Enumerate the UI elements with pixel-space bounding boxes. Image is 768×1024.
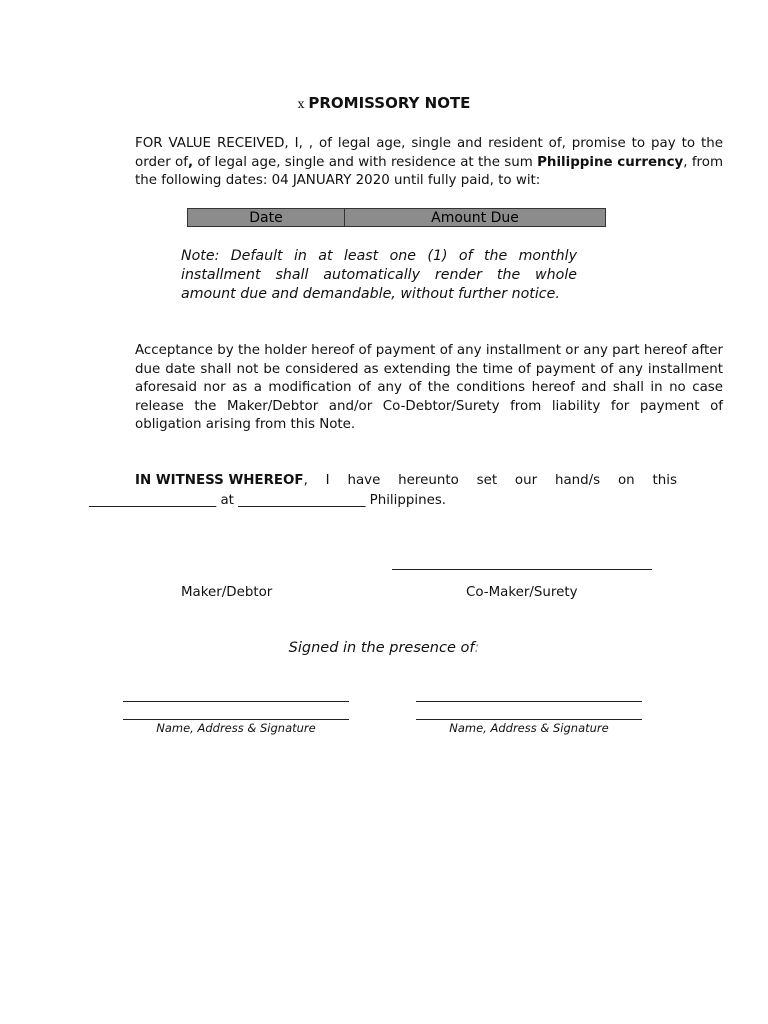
witness-signature-line <box>416 701 642 702</box>
witness-word: I <box>325 473 330 488</box>
comaker-label: Co-Maker/Surety <box>466 585 578 600</box>
witness-word: on <box>617 473 635 488</box>
witness-lead: IN WITNESS WHEREOF <box>135 473 304 488</box>
witness-signature-line <box>123 701 349 702</box>
currency-text: Philippine currency <box>537 154 684 170</box>
witness-word: hand/s <box>554 473 601 488</box>
default-note: Note: Default in at least one (1) of the monthly installment shall automatically render the whole amount due and demandable, without further notice. <box>181 248 577 302</box>
comaker-signature-line <box>392 569 652 570</box>
witness-clause <box>89 471 677 511</box>
payment-table-header <box>188 209 606 227</box>
witness-line-2: ___________________ at ___________________ Philippines. <box>89 493 447 508</box>
witness-word: have <box>347 473 381 488</box>
witness-lead-group <box>135 471 308 491</box>
document-title <box>0 94 768 112</box>
witness-word: this <box>652 473 677 488</box>
opening-text-c: , from the following dates: 04 JANUARY 2020 until fully paid, to wit: <box>135 154 723 188</box>
witness-word: set <box>476 473 498 488</box>
title-text: PROMISSORY NOTE <box>308 94 471 112</box>
witness-word: hereunto <box>398 473 459 488</box>
opening-comma: , <box>187 154 194 170</box>
acceptance-paragraph: Acceptance by the holder hereof of payment of any installment or any part hereof after due date shall not be considered as extending the time of payment of any installment aforesaid nor as a modification of any of the conditions hereof and shall in no case release the Maker/Debtor and/or Co-Debtor/Surety from liability for payment of obligation arising from this Note. <box>135 343 723 432</box>
witness-caption-left: Name, Address & Signature <box>156 721 316 735</box>
date-column-header: Date <box>188 209 345 227</box>
witness-signature-line <box>416 719 642 720</box>
presence-colon: : <box>474 640 480 656</box>
amount-column-header: Amount Due <box>345 209 606 227</box>
witness-caption-right: Name, Address & Signature <box>449 721 609 735</box>
opening-text-b: of legal age, single and with residence at the sum <box>193 154 538 170</box>
presence-heading <box>0 640 768 656</box>
presence-text: Signed in the presence of <box>288 640 475 656</box>
witness-word: , <box>303 473 308 488</box>
title-mark: x <box>297 97 305 111</box>
opening-paragraph <box>89 135 723 191</box>
opening-text-a: FOR VALUE RECEIVED, I, , of legal age, single and resident of, promise to pay to the order of <box>135 136 723 170</box>
maker-label: Maker/Debtor <box>181 585 273 600</box>
witness-word: our <box>514 473 538 488</box>
witness-line-1 <box>89 471 677 491</box>
payment-table <box>187 208 606 227</box>
witness-signature-line <box>123 719 349 720</box>
